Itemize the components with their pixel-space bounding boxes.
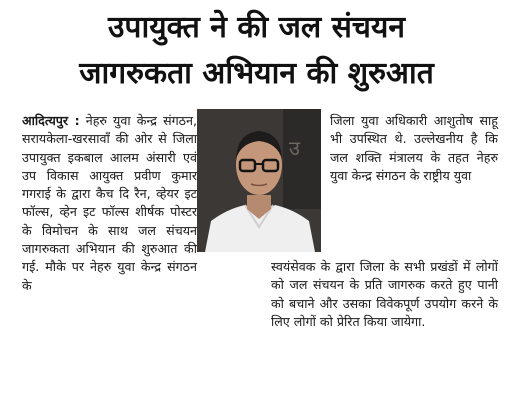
article-text-bottom: स्वयंसेवक के द्वारा जिला के सभी प्रखंडों में लोगों को जल संचयन के प्रति जागरुक करते हुए पानी को बचाने और उसका विवेकपूर्ण उपयोग करने के लिए लोगों को प्रेरित किया जायेगा. (271, 259, 498, 329)
article-column-bottom (271, 258, 498, 331)
svg-text:उ: उ (289, 136, 300, 160)
article-column-right (330, 112, 498, 185)
article-text-right: जिला युवा अधिकारी आशुतोष साहू भी उपस्थित थे. उल्लेखनीय है कि जल शक्ति मंत्रालय के तहत नेहरु युवा केन्द्र संगठन के राष्ट्रीय युवा (330, 113, 498, 183)
headline-line-2: जागरुकता अभियान की शुरुआत (79, 56, 434, 91)
dateline: आदित्यपुर : (22, 113, 80, 128)
article-column-left (22, 112, 197, 295)
article-text-left: नेहरु युवा केन्द्र संगठन, सरायकेला-खरसावाँ की ओर से जिला उपायुक्त इकबाल आलम अंसारी एवं उप विकास आयुक्त प्रवीण कुमार गगराई के द्वारा कैच दि रैन, व्हेयर इट फॉल्स, व्हेन इट फॉल्स शीर्षक पोस्टर के विमोचन के साथ जल संचयन जागरुकता अभियान की शुरुआत की गई. मौके पर नेहरु युवा केन्द्र संगठन के (22, 113, 197, 293)
portrait-illustration (197, 109, 321, 252)
headline-line-1: उपायुक्त ने की जल संचयन (107, 10, 406, 45)
portrait-photo (197, 109, 321, 252)
